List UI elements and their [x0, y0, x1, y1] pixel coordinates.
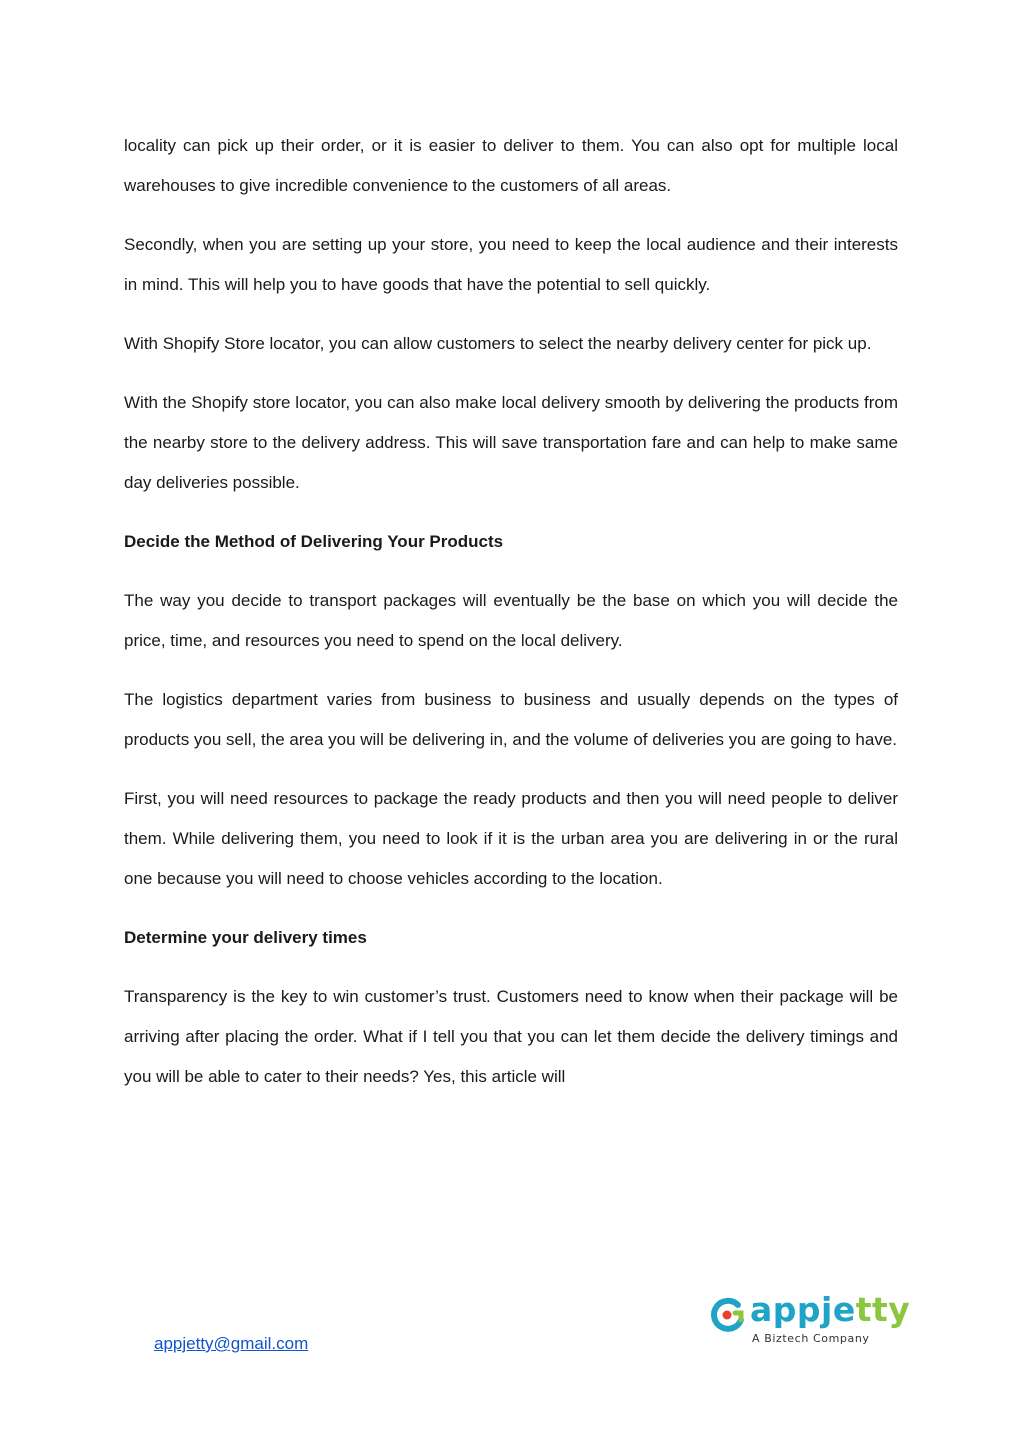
- appjetty-logo-icon: [708, 1296, 746, 1334]
- logo-word-accent: tty: [855, 1290, 911, 1329]
- paragraph-local-audience: Secondly, when you are setting up your store, you need to keep the local audience and their interests in mind. This will help you to have goods that have the potential to sell quickly.: [124, 235, 898, 294]
- footer-email-link[interactable]: appjetty@gmail.com: [154, 1334, 309, 1353]
- paragraph-store-locator-pickup: With Shopify Store locator, you can allow customers to select the nearby delivery center for pick up.: [124, 334, 872, 353]
- logo-word-main: appje: [750, 1290, 856, 1329]
- paragraph-logistics: The logistics department varies from business to business and usually depends on the types of products you sell, the area you will be delivering in, and the volume of deliveries you are going to have.: [124, 690, 898, 749]
- heading-delivery-method: Decide the Method of Delivering Your Products: [124, 532, 504, 551]
- paragraph-transparency: Transparency is the key to win customer’s trust. Customers need to know when their package will be arriving after placing the order. What if I tell you that you can let them decide the delivery timings and you will be able to cater to their needs? Yes, this article will: [124, 987, 898, 1086]
- document-body: [124, 126, 898, 1116]
- logo-tagline: A Biztech Company: [752, 1332, 870, 1345]
- appjetty-logo-wordmark: [750, 1288, 910, 1332]
- paragraph-locality: locality can pick up their order, or it is easier to deliver to them. You can also opt for multiple local warehouses to give incredible convenience to the customers of all areas.: [124, 136, 898, 195]
- paragraph-resources: First, you will need resources to package the ready products and then you will need people to deliver them. While delivering them, you need to look if it is the urban area you are delivering in or the rural one because you will need to choose vehicles according to the location.: [124, 789, 898, 888]
- paragraph-store-locator-delivery: With the Shopify store locator, you can also make local delivery smooth by delivering the products from the nearby store to the delivery address. This will save transportation fare and can help to make same day deliveries possible.: [124, 393, 898, 492]
- appjetty-logo: [708, 1290, 911, 1350]
- paragraph-transport-packages: The way you decide to transport packages will eventually be the base on which you will decide the price, time, and resources you need to spend on the local delivery.: [124, 591, 898, 650]
- heading-delivery-times: Determine your delivery times: [124, 928, 367, 947]
